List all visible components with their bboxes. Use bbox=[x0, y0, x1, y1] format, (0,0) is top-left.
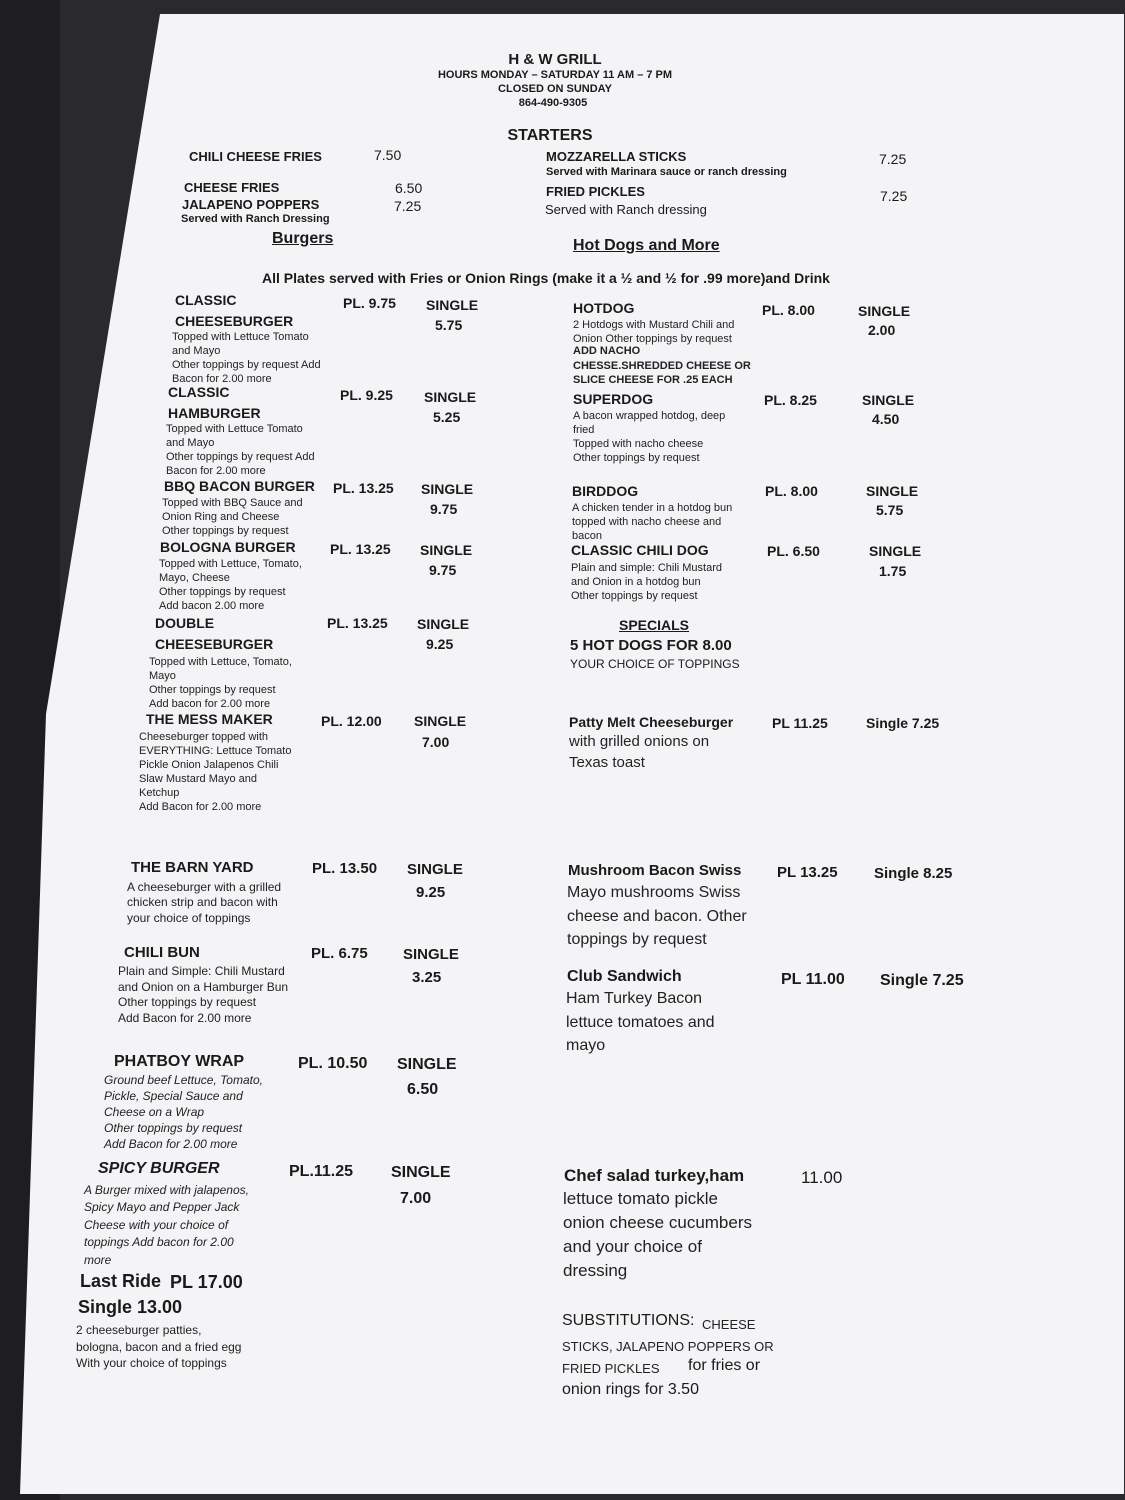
starter-name: FRIED PICKLES bbox=[546, 184, 645, 199]
single-label: SINGLE bbox=[397, 1056, 457, 1073]
starters-heading: STARTERS bbox=[507, 127, 593, 144]
item-addon: ADD NACHO CHESSE.SHREDDED CHEESE OR SLICE CHEESE FOR .25 EACH bbox=[573, 345, 751, 387]
item-name: HOTDOG bbox=[573, 300, 635, 316]
starter-name: CHEESE FRIES bbox=[184, 180, 280, 195]
starter-name: JALAPENO POPPERS bbox=[182, 197, 320, 212]
item-desc: Topped with Lettuce, Tomato, Mayo Other toppings by request Add bacon for 2.00 more bbox=[149, 656, 292, 711]
item-desc: A bacon wrapped hotdog, deep fried Topped with nacho cheese Other toppings by request bbox=[573, 410, 726, 465]
item-name: CLASSIC CHEESEBURGER bbox=[175, 292, 294, 329]
substitutions-price: onion rings for 3.50 bbox=[562, 1381, 699, 1398]
burgers-heading: Burgers bbox=[272, 230, 334, 247]
single-price: 1.75 bbox=[879, 563, 907, 579]
item-name: THE BARN YARD bbox=[131, 859, 254, 876]
single-price: 5.75 bbox=[876, 502, 904, 518]
starter-name: CHILI CHEESE FRIES bbox=[189, 149, 322, 164]
single-label: SINGLE bbox=[858, 303, 911, 319]
starter-price: 7.25 bbox=[394, 198, 422, 214]
plate-price: PL. 8.00 bbox=[765, 483, 818, 499]
single-price: 7.00 bbox=[400, 1190, 432, 1207]
item-name: BBQ BACON BURGER bbox=[164, 478, 315, 494]
single-price: 9.25 bbox=[426, 636, 454, 652]
single-label: SINGLE bbox=[424, 389, 477, 405]
item-name: CLASSIC CHILI DOG bbox=[571, 542, 709, 558]
plate-price: PL. 13.50 bbox=[312, 860, 378, 877]
single-price: 9.75 bbox=[429, 562, 457, 578]
item-name: BIRDDOG bbox=[572, 483, 639, 499]
phone-number: 864-490-9305 bbox=[518, 97, 588, 109]
starter-price: 7.50 bbox=[374, 147, 402, 163]
starter-desc: Served with Ranch Dressing bbox=[181, 213, 330, 225]
plate-price: PL. 12.00 bbox=[321, 713, 382, 729]
single-label: SINGLE bbox=[414, 713, 467, 729]
hotdogs-heading: Hot Dogs and More bbox=[573, 237, 720, 254]
starter-desc: Served with Ranch dressing bbox=[545, 202, 707, 217]
single-label: SINGLE bbox=[869, 543, 922, 559]
item-name: SUPERDOG bbox=[573, 391, 654, 407]
single-price: Single 8.25 bbox=[874, 865, 953, 882]
item-name: SPICY BURGER bbox=[98, 1160, 220, 1177]
single-price: 9.75 bbox=[430, 501, 458, 517]
starter-price: 7.25 bbox=[879, 151, 907, 167]
single-label: SINGLE bbox=[403, 946, 459, 963]
plate-price: PL 11.00 bbox=[781, 971, 845, 988]
single-label: SINGLE bbox=[407, 861, 463, 878]
starter-name: MOZZARELLA STICKS bbox=[546, 149, 687, 164]
plate-price: PL. 9.75 bbox=[343, 295, 396, 311]
item-desc: 2 Hotdogs with Mustard Chili and Onion Other toppings by request bbox=[573, 319, 735, 346]
specials-heading: SPECIALS bbox=[618, 617, 690, 633]
plate-price: PL. 9.25 bbox=[340, 387, 393, 403]
item-desc: A cheeseburger with a grilled chicken strip and bacon with your choice of toppings bbox=[127, 880, 282, 925]
plate-price: PL.11.25 bbox=[289, 1163, 354, 1180]
specials-deal: 5 HOT DOGS FOR 8.00 bbox=[570, 637, 732, 654]
item-desc: with grilled onions on Texas toast bbox=[569, 733, 710, 772]
item-desc: Topped with Lettuce, Tomato, Mayo, Cheese Other toppings by request Add bacon 2.00 more bbox=[159, 558, 302, 613]
item-desc: lettuce tomato pickle onion cheese cucumbers and your choice of dressing bbox=[563, 1189, 753, 1281]
item-desc: Topped with Lettuce Tomato and Mayo Other toppings by request Add Bacon for 2.00 more bbox=[166, 423, 315, 478]
item-name: PHATBOY WRAP bbox=[114, 1053, 245, 1070]
item-desc: Mayo mushrooms Swiss cheese and bacon. Other toppings by request bbox=[567, 884, 747, 949]
substitutions-items: CHEESE STICKS, JALAPENO POPPERS OR FRIED PICKLES bbox=[562, 1317, 774, 1376]
single-price: Single 7.25 bbox=[880, 972, 964, 989]
item-desc: 2 cheeseburger patties, bologna, bacon and a fried egg With your choice of toppings bbox=[76, 1323, 242, 1371]
item-name: CLASSIC HAMBURGER bbox=[168, 384, 261, 421]
plate-price: PL. 13.25 bbox=[333, 480, 394, 496]
item-desc: A chicken tender in a hotdog bun topped with nacho cheese and bacon bbox=[572, 502, 733, 543]
item-name: Last Ride bbox=[80, 1271, 162, 1291]
item-name: THE MESS MAKER bbox=[146, 711, 273, 727]
substitutions-for: for fries or bbox=[688, 1357, 761, 1374]
starter-price: 6.50 bbox=[395, 180, 423, 196]
single-price: 5.25 bbox=[433, 409, 461, 425]
item-desc: Topped with Lettuce Tomato and Mayo Other toppings by request Add Bacon for 2.00 more bbox=[172, 331, 321, 386]
single-label: SINGLE bbox=[391, 1164, 451, 1181]
single-price: 9.25 bbox=[416, 884, 446, 901]
single-price: 3.25 bbox=[412, 969, 442, 986]
restaurant-name: H & W GRILL bbox=[508, 51, 602, 68]
plate-price: PL. 10.50 bbox=[298, 1055, 368, 1072]
plates-note: All Plates served with Fries or Onion Rings (make it a ½ and ½ for .99 more)and Drink bbox=[262, 270, 830, 286]
single-price: 7.00 bbox=[422, 734, 450, 750]
plate-price: PL. 8.00 bbox=[762, 302, 815, 318]
item-name: CHILI BUN bbox=[124, 944, 200, 961]
item-desc: Ground beef Lettuce, Tomato, Pickle, Special Sauce and Cheese on a Wrap Other toppings by request Add Bacon for 2.00 more bbox=[104, 1073, 263, 1151]
single-price: 5.75 bbox=[435, 317, 463, 333]
hours: HOURS MONDAY – SATURDAY 11 AM – 7 PM bbox=[437, 69, 673, 81]
item-desc: Plain and simple: Chili Mustard and Onion in a hotdog bun Other toppings by request bbox=[571, 562, 723, 603]
plate-price: PL. 8.25 bbox=[764, 392, 817, 408]
plate-price: PL 13.25 bbox=[777, 864, 838, 881]
item-desc: Ham Turkey Bacon lettuce tomatoes and mayo bbox=[566, 990, 715, 1055]
item-desc: A Burger mixed with jalapenos, Spicy Mayo and Pepper Jack Cheese with your choice of toppings Add bacon for 2.00 more bbox=[84, 1183, 249, 1267]
single-price: 4.50 bbox=[872, 411, 900, 427]
item-desc: Plain and Simple: Chili Mustard and Onion on a Hamburger Bun Other toppings by request Add Bacon for 2.00 more bbox=[118, 964, 289, 1025]
item-name: Chef salad turkey,ham bbox=[564, 1166, 745, 1185]
single-label: SINGLE bbox=[426, 297, 479, 313]
plate-price: PL 11.25 bbox=[772, 715, 828, 731]
single-price: Single 7.25 bbox=[866, 715, 940, 731]
single-label: SINGLE bbox=[420, 542, 473, 558]
item-name: DOUBLE CHEESEBURGER bbox=[155, 615, 274, 652]
single-label: SINGLE bbox=[862, 392, 915, 408]
item-name: Patty Melt Cheeseburger bbox=[569, 714, 734, 730]
single-label: SINGLE bbox=[417, 616, 470, 632]
plate-price: PL. 6.50 bbox=[767, 543, 820, 559]
item-desc: Topped with BBQ Sauce and Onion Ring and Cheese Other toppings by request bbox=[162, 497, 303, 538]
single-price: Single 13.00 bbox=[78, 1297, 183, 1317]
item-name: Club Sandwich bbox=[567, 968, 682, 985]
closed-note: CLOSED ON SUNDAY bbox=[498, 83, 612, 95]
plate-price: PL. 13.25 bbox=[327, 615, 388, 631]
single-label: SINGLE bbox=[866, 483, 919, 499]
substitutions-label: SUBSTITUTIONS: bbox=[562, 1312, 695, 1329]
single-price: 2.00 bbox=[868, 322, 896, 338]
item-name: Mushroom Bacon Swiss bbox=[568, 862, 742, 879]
specials-note: YOUR CHOICE OF TOPPINGS bbox=[570, 657, 740, 671]
single-price: 6.50 bbox=[407, 1081, 439, 1098]
single-label: SINGLE bbox=[421, 481, 474, 497]
starter-desc: Served with Marinara sauce or ranch dressing bbox=[546, 166, 787, 178]
item-name: BOLOGNA BURGER bbox=[160, 539, 296, 555]
starter-price: 7.25 bbox=[880, 188, 908, 204]
plate-price: PL 17.00 bbox=[170, 1272, 243, 1292]
item-desc: Cheeseburger topped with EVERYTHING: Lettuce Tomato Pickle Onion Jalapenos Chili Slaw Mustard Mayo and Ketchup Add Bacon for 2.00 more bbox=[139, 731, 292, 814]
plate-price: 11.00 bbox=[801, 1168, 843, 1187]
plate-price: PL. 13.25 bbox=[330, 541, 391, 557]
plate-price: PL. 6.75 bbox=[311, 945, 368, 962]
